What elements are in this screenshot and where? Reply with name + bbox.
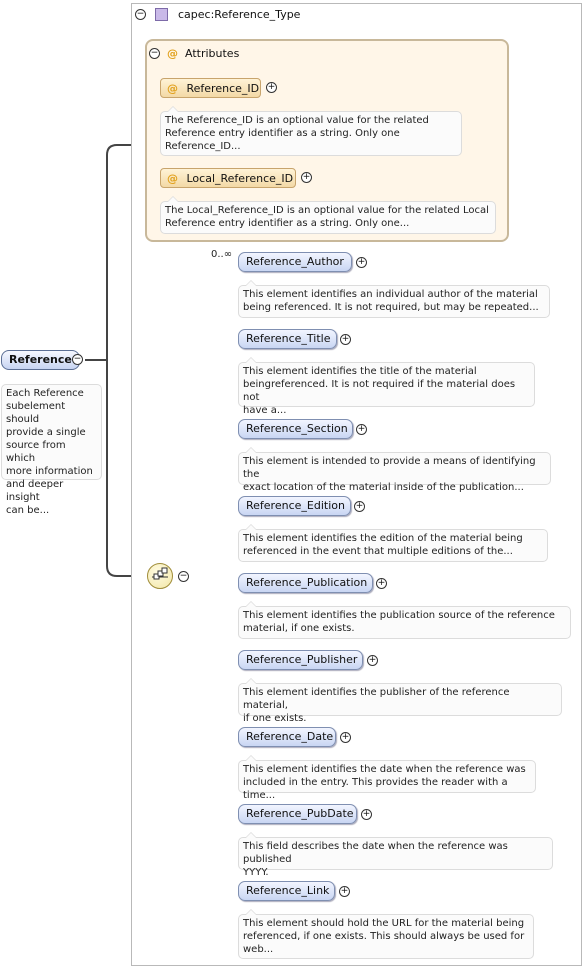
element-reference-date[interactable] xyxy=(238,727,336,747)
element-description: This element identifies the publication source of the reference material, if one exists. xyxy=(238,606,571,639)
element-description: This element identifies the edition of the material being referenced in the event that multiple editions of the... xyxy=(238,529,548,562)
element-reference-section[interactable] xyxy=(238,419,353,439)
element-description: This element identifies the publisher of the reference material, if one exists. xyxy=(238,683,562,716)
expand-icon[interactable]: + xyxy=(355,501,364,511)
root-element-label: Reference xyxy=(9,353,72,366)
collapse-icon[interactable]: − xyxy=(150,48,159,58)
collapse-icon[interactable]: − xyxy=(179,571,188,581)
expand-icon[interactable]: + xyxy=(357,257,366,267)
element-label: Reference_Publisher xyxy=(246,653,358,666)
element-label: Reference_PubDate xyxy=(246,807,354,820)
element-reference-publisher[interactable] xyxy=(238,650,363,670)
attribute-icon: @ xyxy=(167,47,178,60)
element-description: This element identifies the title of the material beingreferenced. It is not required if the material does not have a... xyxy=(238,362,535,407)
collapse-icon[interactable]: − xyxy=(136,9,145,19)
expand-icon[interactable]: + xyxy=(357,424,366,434)
type-name: capec:Reference_Type xyxy=(178,8,301,21)
element-reference-edition[interactable] xyxy=(238,496,351,516)
attribute-local-reference-id[interactable] xyxy=(160,168,296,188)
attribute-label: Reference_ID xyxy=(186,82,260,95)
element-label: Reference_Date xyxy=(246,730,334,743)
expand-icon[interactable]: + xyxy=(377,578,386,588)
root-element-reference[interactable] xyxy=(1,350,80,370)
sequence-icon xyxy=(148,564,172,588)
multiplicity-label: 0..∞ xyxy=(211,249,233,260)
attribute-icon: @ xyxy=(167,172,178,185)
element-reference-author[interactable] xyxy=(238,252,352,272)
element-description: This field describes the date when the reference was published YYYY. xyxy=(238,837,553,870)
sequence-compositor-icon[interactable] xyxy=(147,563,173,589)
attributes-header: Attributes xyxy=(185,47,240,60)
attribute-description: The Local_Reference_ID is an optional value for the related Local Reference entry identifier as a string. Only one... xyxy=(160,201,496,234)
expand-icon[interactable]: + xyxy=(341,732,350,742)
collapse-icon[interactable]: − xyxy=(73,354,82,364)
element-description: This element should hold the URL for the material being referenced, if one exists. This should always be used for web... xyxy=(238,914,534,959)
expand-icon[interactable]: + xyxy=(362,809,371,819)
expand-icon[interactable]: + xyxy=(368,655,377,665)
element-reference-title[interactable] xyxy=(238,329,337,349)
attribute-description: The Reference_ID is an optional value for the related Reference entry identifier as a string. Only one Reference_ID... xyxy=(160,111,462,156)
complex-type-icon xyxy=(155,8,168,21)
element-label: Reference_Edition xyxy=(246,499,345,512)
attribute-label: Local_Reference_ID xyxy=(186,172,294,185)
expand-icon[interactable]: + xyxy=(267,82,276,92)
element-reference-link[interactable] xyxy=(238,881,335,901)
expand-icon[interactable]: + xyxy=(302,172,311,182)
element-label: Reference_Publication xyxy=(246,576,368,589)
attribute-reference-id[interactable] xyxy=(160,78,261,98)
element-label: Reference_Link xyxy=(246,884,330,897)
element-description: This element identifies the date when the reference was included in the entry. This provides the reader with a time... xyxy=(238,760,536,793)
element-label: Reference_Author xyxy=(246,255,344,268)
element-label: Reference_Title xyxy=(246,332,331,345)
attribute-icon: @ xyxy=(167,82,178,95)
element-reference-pubdate[interactable] xyxy=(238,804,357,824)
expand-icon[interactable]: + xyxy=(341,334,350,344)
element-description: This element is intended to provide a means of identifying the exact location of the material inside of the publication... xyxy=(238,452,551,485)
element-label: Reference_Section xyxy=(246,422,348,435)
element-description: This element identifies an individual author of the material being referenced. It is not required, but may be repeated... xyxy=(238,285,550,318)
element-reference-publication[interactable] xyxy=(238,573,373,593)
expand-icon[interactable]: + xyxy=(340,886,349,896)
root-description: Each Reference subelement should provide a single source from which more information and deeper insight can be... xyxy=(1,384,102,480)
